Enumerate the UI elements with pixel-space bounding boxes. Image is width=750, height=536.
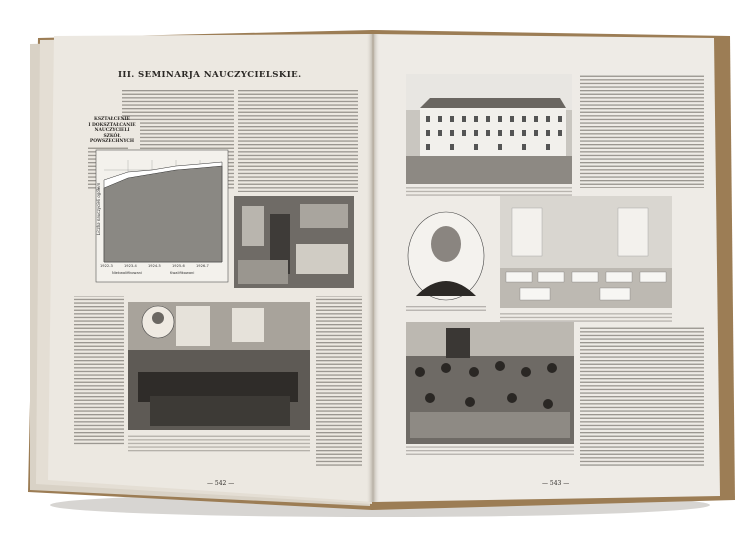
caption-block <box>406 446 574 456</box>
chart-y-axis-label: Liczba nauczycieli ogółem <box>96 182 101 235</box>
side-heading <box>86 117 138 145</box>
text-block <box>580 74 704 188</box>
caption-block <box>500 312 672 322</box>
chart-legend-unqualified: Niekwalifikowani <box>112 271 142 275</box>
text-block <box>580 326 704 466</box>
chart-x-tick: 1925-6 <box>172 264 185 268</box>
book-gutter <box>366 34 380 502</box>
chart-legend-qualified: Kwalifikowani <box>170 271 195 275</box>
chart-x-tick: 1924-5 <box>148 264 161 268</box>
side-heading-line: I DOKSZTAŁCANIE <box>88 122 136 128</box>
text-block <box>238 88 358 192</box>
side-heading-line: SZKÓŁ <box>103 133 121 139</box>
text-block <box>122 88 234 120</box>
side-heading-line: KSZTAŁCENIE <box>94 117 130 122</box>
caption-block <box>406 304 486 312</box>
chart-x-tick: 1922-3 <box>100 264 113 268</box>
page-number-right: — 543 — <box>542 480 570 487</box>
page-number-left: — 542 — <box>207 480 235 487</box>
text-block <box>316 296 362 466</box>
text-block <box>74 296 124 446</box>
chart-x-tick: 1923-4 <box>124 264 137 268</box>
side-heading-line: POWSZECHNYCH <box>89 139 135 145</box>
caption-block <box>128 434 310 452</box>
section-title: III. SEMINARJA NAUCZYCIELSKIE. <box>118 70 302 80</box>
chart-area-qualified <box>104 166 222 262</box>
caption-block <box>406 186 572 196</box>
chart-x-tick: 1926-7 <box>196 264 209 268</box>
side-heading-line: NAUCZYCIELI <box>94 128 130 134</box>
